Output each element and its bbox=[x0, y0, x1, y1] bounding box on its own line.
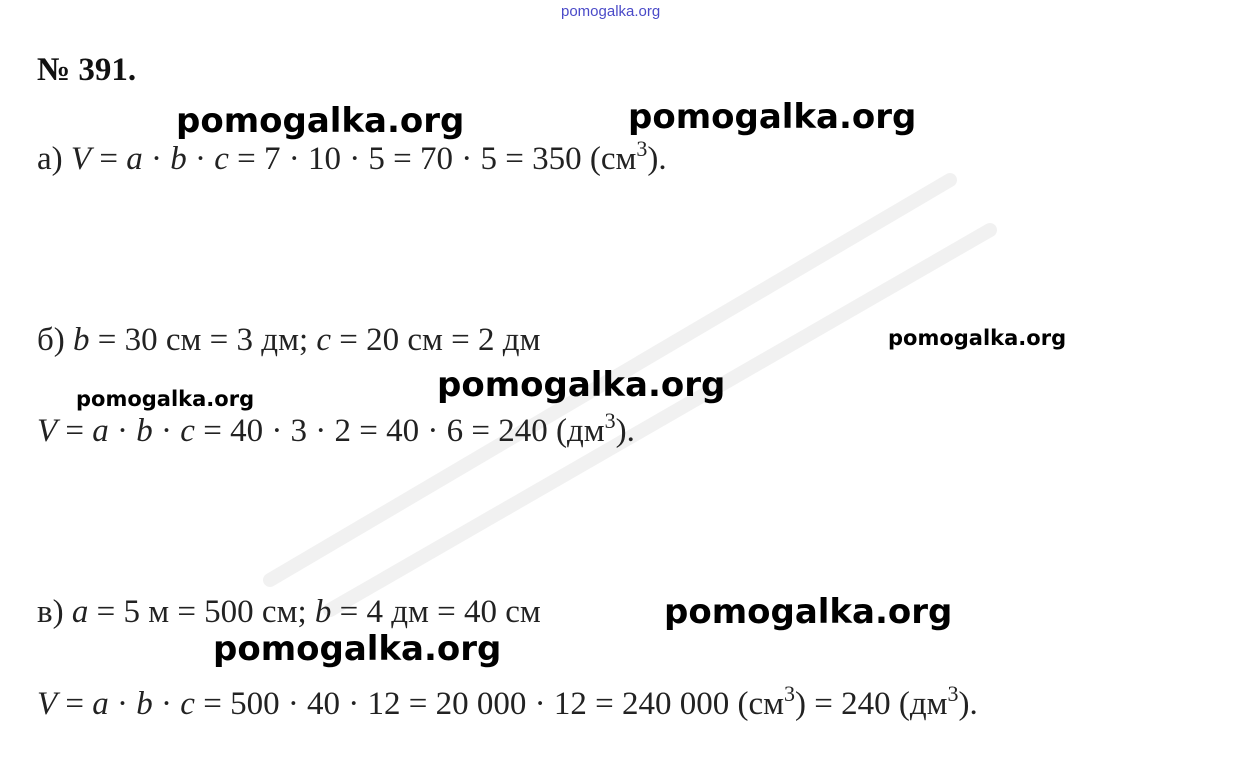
part-b-calc: = 40 · 3 · 2 = 40 · 6 = 240 (дм bbox=[194, 413, 605, 449]
part-b-given-line bbox=[37, 322, 540, 359]
watermark: pomogalka.org bbox=[176, 101, 465, 141]
watermark: pomogalka.org bbox=[76, 387, 255, 411]
exponent: 3 bbox=[784, 681, 796, 706]
closing: ). bbox=[958, 686, 978, 722]
part-a-label: а) bbox=[37, 141, 63, 177]
part-a-calc: = 7 · 10 · 5 = 70 · 5 = 350 (см bbox=[228, 141, 637, 177]
part-c-formula-line bbox=[37, 681, 978, 723]
dot: · bbox=[186, 141, 215, 177]
part-b-label: б) bbox=[37, 322, 65, 358]
part-c-given2: = 4 дм = 40 см bbox=[331, 594, 541, 630]
dot: · bbox=[152, 413, 181, 449]
var-a: a bbox=[92, 686, 109, 722]
var-b: b bbox=[170, 141, 187, 177]
part-b-formula-line bbox=[37, 408, 635, 450]
var-c: c bbox=[316, 322, 332, 358]
equals-sign: = bbox=[91, 141, 127, 177]
exponent: 3 bbox=[636, 136, 648, 161]
equals-sign: = bbox=[57, 413, 93, 449]
var-b: b bbox=[136, 413, 153, 449]
watermark: pomogalka.org bbox=[888, 326, 1067, 350]
closing: ). bbox=[647, 141, 667, 177]
part-c-calc: = 500 · 40 · 12 = 20 000 · 12 = 240 000 (см bbox=[194, 686, 785, 722]
var-a: a bbox=[92, 413, 109, 449]
part-a-line bbox=[37, 136, 667, 178]
closing: ). bbox=[615, 413, 635, 449]
part-b-given1: = 30 см = 3 дм; bbox=[89, 322, 317, 358]
var-b: b bbox=[314, 594, 332, 630]
watermark: pomogalka.org bbox=[437, 365, 726, 405]
dot: · bbox=[142, 141, 171, 177]
part-c-mid: ) = 240 (дм bbox=[795, 686, 948, 722]
var-v: V bbox=[37, 413, 58, 449]
part-c-given1: = 5 м = 500 см; bbox=[88, 594, 315, 630]
part-c-label: в) bbox=[37, 594, 64, 630]
var-a: a bbox=[126, 141, 143, 177]
problem-number: № 391. bbox=[37, 52, 137, 88]
var-v: V bbox=[37, 686, 58, 722]
equals-sign: = bbox=[57, 686, 93, 722]
var-b: b bbox=[73, 322, 90, 358]
dot: · bbox=[152, 686, 181, 722]
exponent: 3 bbox=[604, 408, 616, 433]
watermark: pomogalka.org bbox=[628, 97, 917, 137]
var-a: a bbox=[71, 594, 89, 630]
var-v: V bbox=[70, 141, 92, 177]
part-c-given-line bbox=[37, 594, 541, 631]
var-b: b bbox=[136, 686, 153, 722]
dot: · bbox=[108, 413, 137, 449]
exponent: 3 bbox=[947, 681, 959, 706]
watermark: pomogalka.org bbox=[213, 629, 502, 669]
var-c: c bbox=[180, 686, 195, 722]
top-watermark: pomogalka.org bbox=[561, 3, 661, 20]
var-c: c bbox=[214, 141, 229, 177]
part-b-given2: = 20 см = 2 дм bbox=[331, 322, 541, 358]
dot: · bbox=[108, 686, 137, 722]
var-c: c bbox=[180, 413, 195, 449]
watermark: pomogalka.org bbox=[664, 592, 953, 632]
